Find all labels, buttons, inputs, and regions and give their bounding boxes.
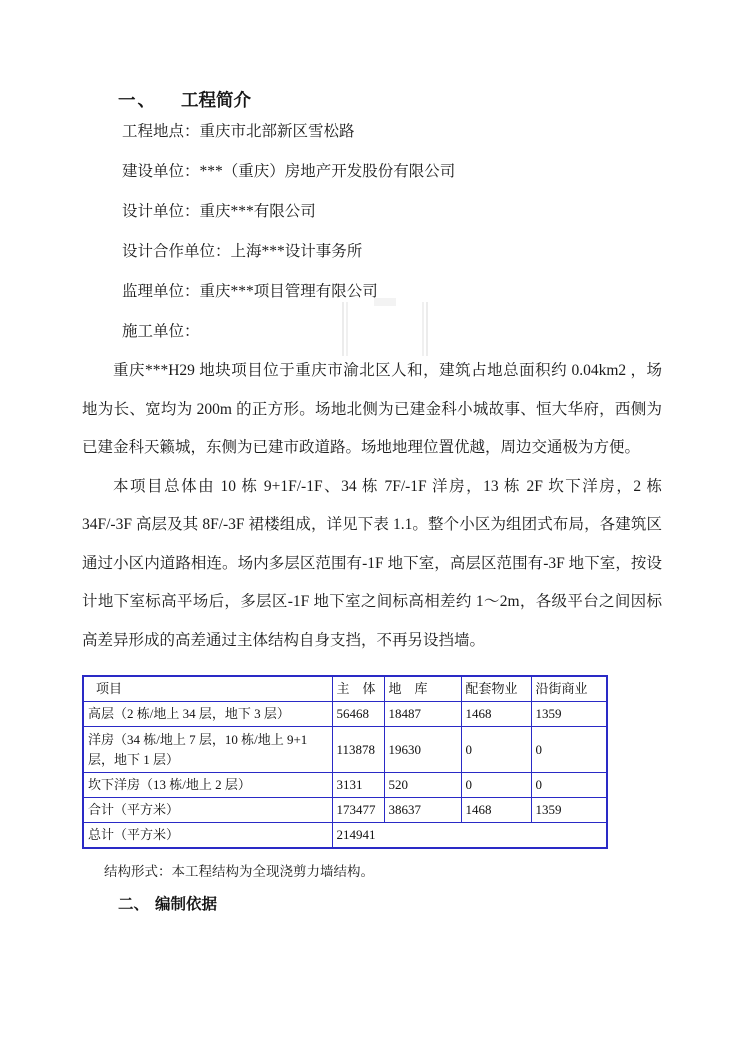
info-line-supervision-unit: 监理单位：重庆***项目管理有限公司 <box>122 283 378 300</box>
table-cell: 3131 <box>332 773 384 798</box>
table-cell: 0 <box>461 773 531 798</box>
table-cell: 1359 <box>531 702 607 727</box>
table-cell: 173477 <box>332 798 384 823</box>
section1-title: 工程简介 <box>181 90 251 110</box>
table-cell: 1468 <box>461 702 531 727</box>
section-heading-project-overview <box>118 88 662 112</box>
paragraph-site-description: 重庆***H29 地块项目位于重庆市渝北区人和，建筑占地总面积约 0.04km2 ，场地为长、宽均为 200m 的正方形。场地北侧为已建金科小城故事、恒大华府，西侧为已建金科天籁城，东侧为已建市政道路。场地地理位置优越，周边交通极为方便。 <box>82 362 662 456</box>
area-summary-table <box>82 675 608 849</box>
table-cell: 高层（2 栋/地上 34 层，地下 3 层） <box>83 702 332 727</box>
info-line-construction-unit: 建设单位：***（重庆）房地产开发股份有限公司 <box>122 163 456 180</box>
table-row-grand-total <box>83 823 607 849</box>
header-cell-main-body: 主 体 <box>332 676 384 702</box>
header-cell-support-property: 配套物业 <box>461 676 531 702</box>
table-row-garden-homes <box>83 727 607 773</box>
table-cell: 洋房（34 栋/地上 7 层，10 栋/地上 9+1 层，地下 1 层） <box>83 727 332 773</box>
table-header-row <box>83 676 607 702</box>
table-cell-total-value: 214941 <box>332 823 607 849</box>
section-heading-compilation-basis <box>118 894 662 916</box>
table-cell: 19630 <box>384 727 461 773</box>
table-cell: 0 <box>531 773 607 798</box>
table-cell: 1468 <box>461 798 531 823</box>
section1-numbering: 一、 <box>118 90 157 110</box>
table-cell: 18487 <box>384 702 461 727</box>
info-line-contractor-unit: 施工单位： <box>122 323 200 340</box>
paragraph-project-composition: 本项目总体由 10 栋 9+1F/-1F、34 栋 7F/-1F 洋房，13 栋 2F 坎下洋房，2 栋 34F/-3F 高层及其 8F/-3F 裙楼组成，详见下表 1.1。整个小区为组团式布局，各建筑区通过小区内道路相连。场内多层区范围有-1F 地下室，高层区范围有-3F 地下室，按设计地下室标高平场后，多层区-1F 地下室之间标高相差约 1～2m，各级平台之间因标高差异形成的高差通过主体结构自身支挡，不再另设挡墙。 <box>82 477 662 649</box>
header-cell-street-commerce: 沿街商业 <box>531 676 607 702</box>
header-cell-item: 项目 <box>83 676 332 702</box>
table-cell: 1359 <box>531 798 607 823</box>
structure-form-note: 结构形式：本工程结构为全现浇剪力墙结构。 <box>104 864 374 879</box>
table-row-sunken-homes <box>83 773 607 798</box>
table-cell: 520 <box>384 773 461 798</box>
table-cell: 113878 <box>332 727 384 773</box>
info-line-design-unit: 设计单位：重庆***有限公司 <box>122 203 316 220</box>
table-cell: 0 <box>461 727 531 773</box>
info-line-project-location: 工程地点：重庆市北部新区雪松路 <box>122 123 355 140</box>
header-cell-garage: 地 库 <box>384 676 461 702</box>
table-row-subtotal <box>83 798 607 823</box>
table-cell-total-label: 总计（平方米） <box>83 823 332 849</box>
table-cell: 0 <box>531 727 607 773</box>
table-cell: 56468 <box>332 702 384 727</box>
table-cell: 合计（平方米） <box>83 798 332 823</box>
table-row-highrise <box>83 702 607 727</box>
table-cell: 38637 <box>384 798 461 823</box>
section2-numbering: 二、 <box>118 896 150 913</box>
section2-title: 编制依据 <box>155 896 218 913</box>
info-line-design-partner-unit: 设计合作单位：上海***设计事务所 <box>122 243 363 260</box>
table-cell: 坎下洋房（13 栋/地上 2 层） <box>83 773 332 798</box>
